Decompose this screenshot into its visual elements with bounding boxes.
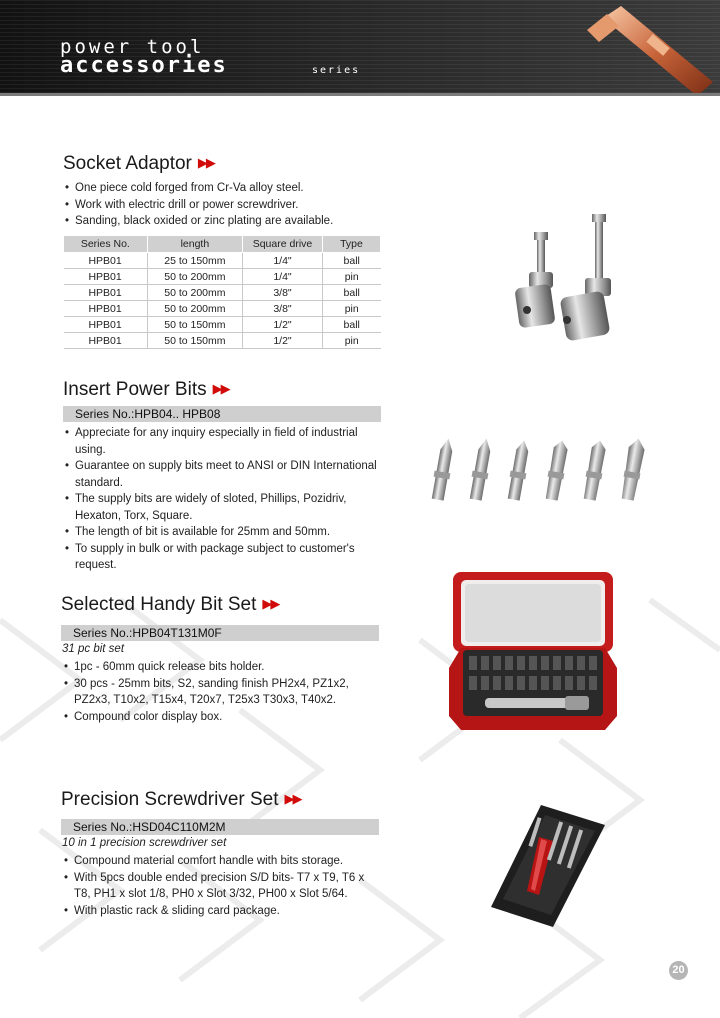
arrow-icon: ▶▶ — [284, 791, 301, 806]
list-item: • The length of bit is available for 25mm and 50mm. — [63, 524, 388, 541]
col-header-type: Type — [322, 236, 380, 253]
precision-screwdriver-heading: Precision Screwdriver Set ▶▶ — [61, 789, 301, 810]
bit-set-case-photo — [445, 568, 620, 738]
table-row — [64, 269, 381, 285]
handy-subtitle: 31 pc bit set — [62, 643, 125, 655]
page-number: 20 — [669, 961, 688, 980]
table-row — [64, 333, 381, 349]
table-row — [64, 317, 381, 333]
table-cell: pin — [322, 301, 380, 317]
col-header-square-drive: Square drive — [243, 236, 323, 253]
handy-bit-set-heading: Selected Handy Bit Set ▶▶ — [61, 594, 279, 615]
table-cell: HPB01 — [64, 333, 148, 349]
handy-bit-set-bullets — [62, 659, 362, 725]
socket-adaptor-heading: Socket Adaptor ▶▶ — [63, 153, 214, 174]
table-cell: ball — [322, 317, 380, 333]
list-item: • The supply bits are widely of sloted, Phillips, Pozidriv, Hexaton, Torx, Square. — [63, 491, 388, 524]
insert-power-bits-bullets — [63, 425, 388, 574]
list-item: • Compound color display box. — [62, 709, 362, 726]
arrow-icon: ▶▶ — [212, 381, 229, 396]
col-header-series: Series No. — [64, 236, 148, 253]
header-banner — [0, 0, 720, 96]
table-row — [64, 301, 381, 317]
table-row — [64, 253, 381, 269]
insert-series-bar: Series No.:HPB04.. HPB08 — [63, 406, 381, 422]
precision-series-bar: Series No.:HSD04C110M2M — [61, 819, 379, 835]
list-item: • Appreciate for any inquiry especially in field of industrial using. — [63, 425, 388, 458]
table-cell: ball — [322, 253, 380, 269]
list-item: • Compound material comfort handle with bits storage. — [62, 853, 367, 870]
list-item: • One piece cold forged from Cr-Va alloy steel. — [63, 180, 393, 197]
list-item: • To supply in bulk or with package subject to customer's request. — [63, 541, 388, 574]
socket-adaptor-table — [63, 235, 381, 349]
col-header-length: length — [147, 236, 242, 253]
table-cell: 50 to 150mm — [147, 333, 242, 349]
header-title-line2: accessories — [60, 53, 228, 78]
handy-series-bar: Series No.:HPB04T131M0F — [61, 625, 379, 641]
table-cell: 50 to 200mm — [147, 269, 242, 285]
table-row — [64, 285, 381, 301]
table-cell: HPB01 — [64, 285, 148, 301]
screwdriver-bit-photo — [585, 0, 720, 96]
table-cell: HPB01 — [64, 253, 148, 269]
header-title-line1: power tool — [60, 36, 205, 58]
table-cell: 3/8" — [243, 285, 323, 301]
list-item: • Work with electric drill or power screwdriver. — [63, 197, 393, 214]
arrow-icon: ▶▶ — [197, 155, 214, 170]
table-cell: 1/2" — [243, 317, 323, 333]
arrow-icon: ▶▶ — [262, 596, 279, 611]
table-cell: HPB01 — [64, 317, 148, 333]
table-cell: 1/4" — [243, 253, 323, 269]
precision-screwdriver-photo — [483, 795, 608, 935]
table-cell: 1/2" — [243, 333, 323, 349]
header-title-line3: series — [312, 65, 361, 76]
table-cell: 3/8" — [243, 301, 323, 317]
list-item: • Guarantee on supply bits meet to ANSI or DIN International standard. — [63, 458, 388, 491]
table-cell: HPB01 — [64, 301, 148, 317]
header-divider — [0, 93, 720, 96]
list-item: • With 5pcs double ended precision S/D bits- T7 x T9, T6 x T8, PH1 x slot 1/8, PH0 x Slot 3/32, PH00 x Slot 5/64. — [62, 870, 367, 903]
table-cell: 1/4" — [243, 269, 323, 285]
insert-bits-photo — [425, 438, 660, 512]
list-item: • 1pc - 60mm quick release bits holder. — [62, 659, 362, 676]
table-cell: pin — [322, 333, 380, 349]
list-item: • With plastic rack & sliding card package. — [62, 903, 367, 920]
table-cell: pin — [322, 269, 380, 285]
table-cell: 50 to 200mm — [147, 301, 242, 317]
list-item: • 30 pcs - 25mm bits, S2, sanding finish PH2x4, PZ1x2, PZ2x3, T10x2, T15x4, T20x7, T25x3 T30x3, T40x2. — [62, 676, 362, 709]
table-cell: 50 to 200mm — [147, 285, 242, 301]
socket-adaptor-bullets — [63, 180, 393, 230]
table-cell: 25 to 150mm — [147, 253, 242, 269]
table-cell: 50 to 150mm — [147, 317, 242, 333]
precision-screwdriver-bullets — [62, 853, 367, 919]
table-header-row — [64, 236, 381, 253]
table-cell: HPB01 — [64, 269, 148, 285]
insert-power-bits-heading: Insert Power Bits ▶▶ — [63, 379, 229, 400]
socket-adaptor-photo — [485, 210, 625, 345]
list-item: • Sanding, black oxided or zinc plating are available. — [63, 213, 393, 230]
table-cell: ball — [322, 285, 380, 301]
precision-subtitle: 10 in 1 precision screwdriver set — [62, 837, 227, 849]
